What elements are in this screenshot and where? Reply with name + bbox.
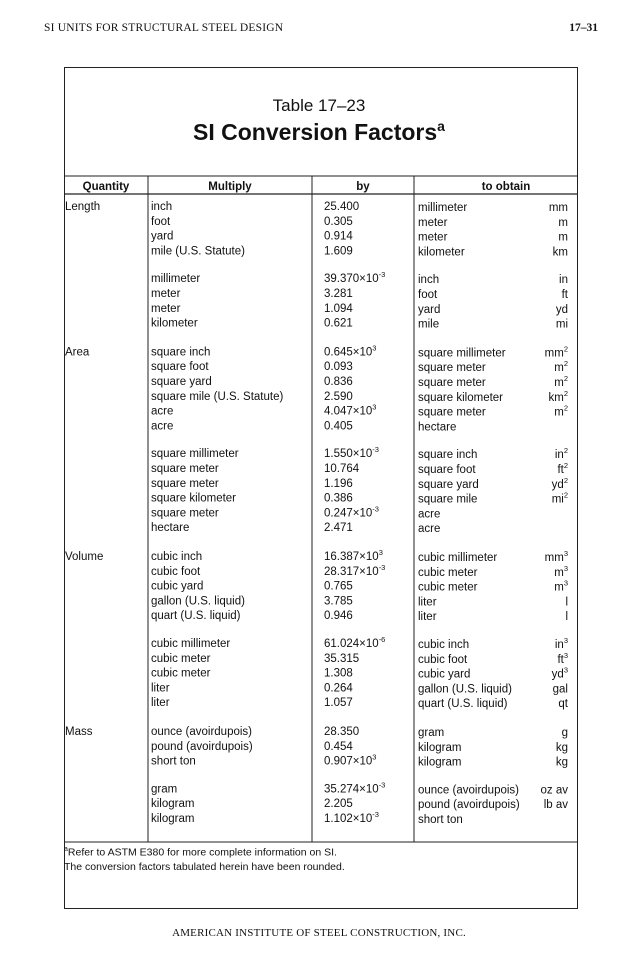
obtain-unit: square yard [418, 478, 479, 491]
factor-value: $4.047\times 10^3$ [324, 402, 377, 418]
obtain-symbol: l [565, 596, 568, 609]
factor-value: 0.765 [324, 580, 353, 593]
obtain-symbol: in [559, 274, 568, 287]
obtain-unit: cubic inch [418, 639, 470, 651]
multiply-unit: yard [151, 230, 174, 243]
obtain-symbol: $m^2$ [554, 403, 568, 419]
factor-value: $16.387\times 10^3$ [324, 548, 383, 563]
obtain-symbol: m [558, 216, 568, 229]
multiply-unit: kilometer [151, 317, 198, 330]
multiply-unit: meter [151, 288, 181, 300]
factor-value: 0.454 [324, 740, 353, 753]
obtain-unit: square millimeter [418, 347, 506, 360]
obtain-unit: cubic yard [418, 668, 471, 681]
title-footnote-marker: a [437, 118, 445, 134]
obtain-symbol: mi [555, 318, 568, 331]
multiply-unit: square meter [151, 507, 219, 520]
obtain-unit: square inch [418, 449, 478, 462]
column-header-multiply: Multiply [208, 181, 252, 193]
obtain-symbol: $m^2$ [554, 359, 568, 375]
obtain-unit: gallon (U.S. liquid) [418, 683, 512, 696]
footnote-a [64, 843, 345, 860]
factor-value: 3.785 [324, 595, 353, 608]
multiply-unit: kilogram [151, 798, 195, 811]
multiply-unit: cubic meter [151, 667, 211, 680]
footnotes [64, 843, 345, 874]
factor-value: $35.274\times 10^{-3}$ [324, 780, 386, 796]
footnote-a-marker: a [64, 846, 68, 853]
factor-value: $0.645\times 10^3$ [324, 343, 377, 359]
multiply-unit: pound (avoirdupois) [151, 740, 253, 753]
page-footer [0, 927, 638, 939]
factor-value: 0.405 [324, 420, 353, 433]
multiply-unit: short ton [151, 755, 196, 768]
obtain-unit: acre [418, 523, 441, 536]
obtain-symbol: $km^2$ [548, 388, 568, 404]
obtain-symbol: $in^3$ [554, 636, 568, 651]
multiply-unit: foot [151, 215, 171, 228]
obtain-symbol: km [552, 246, 568, 259]
obtain-symbol: gal [552, 683, 568, 696]
factor-value: $28.317\times 10^{-3}$ [324, 562, 386, 578]
factor-value: 2.471 [324, 522, 353, 535]
factor-value: 0.621 [324, 317, 353, 330]
obtain-unit: mile [418, 318, 440, 331]
column-header-by: by [356, 181, 370, 193]
obtain-unit: pound (avoirdupois) [418, 799, 520, 812]
obtain-symbol: kg [555, 741, 568, 754]
multiply-unit: liter [151, 682, 170, 695]
obtain-symbol: $m^3$ [554, 578, 568, 594]
table-title-text: SI Conversion Factors [193, 119, 438, 145]
footnote-b: The conversion factors tabulated herein have been rounded. [64, 860, 345, 873]
multiply-unit: mile (U.S. Statute) [151, 245, 245, 258]
obtain-unit: square meter [418, 406, 486, 419]
factor-value: 10.764 [324, 463, 360, 475]
multiply-unit: gram [151, 783, 178, 796]
obtain-unit: short ton [418, 814, 463, 826]
obtain-unit: ounce (avoirdupois) [418, 784, 520, 797]
quantity-label: Volume [65, 551, 104, 563]
footnote-a-text: Refer to ASTM E380 for more complete information on SI. [67, 846, 337, 859]
factor-value: 35.315 [324, 652, 360, 665]
multiply-unit: square inch [151, 346, 211, 359]
factor-value: $0.247\times 10^{-3}$ [324, 504, 379, 520]
multiply-unit: square mile (U.S. Statute) [151, 390, 284, 403]
factor-value: $1.102\times 10^{-3}$ [324, 810, 379, 825]
multiply-unit: cubic meter [151, 652, 211, 665]
obtain-unit: millimeter [418, 202, 468, 214]
obtain-symbol: $mi^2$ [551, 490, 568, 506]
multiply-unit: quart (U.S. liquid) [151, 610, 241, 623]
obtain-unit: cubic foot [418, 653, 468, 666]
multiply-unit: acre [151, 420, 174, 433]
multiply-unit: ounce (avoirdupois) [151, 726, 253, 738]
factor-value: 2.590 [324, 390, 353, 403]
obtain-symbol: $ft^2$ [557, 461, 568, 476]
running-head: SI UNITS FOR STRUCTURAL STEEL DESIGN [44, 22, 284, 34]
obtain-unit: kilogram [418, 756, 462, 769]
obtain-symbol: g [561, 727, 568, 739]
publisher-name: AMERICAN INSTITUTE OF STEEL CONSTRUCTION, INC. [172, 927, 466, 939]
table-number: Table 17–23 [272, 96, 366, 115]
factor-value: 0.946 [324, 610, 353, 623]
obtain-unit: square foot [418, 464, 476, 476]
obtain-unit: cubic millimeter [418, 552, 498, 564]
multiply-unit: inch [151, 201, 173, 213]
factor-value: $1.550\times 10^{-3}$ [324, 445, 379, 461]
obtain-unit: meter [418, 231, 448, 244]
factor-value: $39.370\times 10^{-3}$ [324, 270, 386, 286]
obtain-unit: meter [418, 216, 448, 229]
obtain-symbol: $mm^2$ [544, 344, 568, 360]
multiply-unit: kilogram [151, 813, 195, 825]
obtain-unit: liter [418, 596, 437, 609]
factor-value: 0.386 [324, 492, 353, 505]
quantity-label: Mass [65, 726, 93, 738]
multiply-unit: square meter [151, 477, 219, 490]
obtain-unit: square meter [418, 362, 486, 375]
obtain-unit: hectare [418, 421, 457, 434]
obtain-symbol: oz av [540, 784, 568, 797]
page-number: 17–31 [569, 22, 598, 34]
factor-value: 0.836 [324, 376, 353, 388]
multiply-unit: square yard [151, 376, 212, 388]
obtain-unit: quart (U.S. liquid) [418, 698, 508, 711]
obtain-unit: liter [418, 611, 437, 624]
factor-value: 0.093 [324, 361, 353, 374]
obtain-unit: kilogram [418, 741, 462, 754]
obtain-unit: square meter [418, 377, 486, 389]
obtain-unit: yard [418, 303, 441, 316]
obtain-symbol: $in^2$ [554, 446, 568, 462]
obtain-unit: gram [418, 727, 445, 739]
obtain-symbol: $m^3$ [554, 563, 568, 579]
multiply-unit: acre [151, 405, 174, 418]
multiply-unit: cubic yard [151, 580, 204, 593]
factor-value: 2.205 [324, 798, 353, 811]
factor-value: 25.400 [324, 201, 360, 213]
multiply-unit: square foot [151, 361, 209, 374]
multiply-unit: cubic foot [151, 565, 201, 578]
factor-value: 1.308 [324, 667, 353, 680]
multiply-unit: gallon (U.S. liquid) [151, 595, 245, 608]
multiply-unit: meter [151, 302, 181, 315]
obtain-symbol: m [558, 231, 568, 244]
multiply-unit: millimeter [151, 273, 201, 286]
factor-value: 3.281 [324, 288, 353, 300]
multiply-unit: hectare [151, 522, 190, 535]
quantity-label: Length [65, 201, 101, 213]
multiply-unit: cubic inch [151, 551, 203, 563]
obtain-symbol: qt [558, 698, 568, 711]
obtain-symbol: l [565, 611, 568, 624]
obtain-unit: acre [418, 508, 441, 521]
obtain-symbol: lb av [543, 799, 568, 812]
multiply-unit: cubic millimeter [151, 638, 231, 650]
obtain-unit: square mile [418, 493, 478, 506]
obtain-unit: inch [418, 274, 440, 287]
obtain-symbol: $yd^2$ [551, 475, 568, 491]
factor-value: 1.609 [324, 245, 353, 258]
factor-value: 0.914 [324, 230, 353, 243]
factor-value: 0.305 [324, 215, 353, 228]
obtain-unit: foot [418, 289, 438, 301]
factor-value: $0.907\times 10^3$ [324, 752, 377, 768]
multiply-unit: square kilometer [151, 492, 237, 505]
quantity-label: Area [65, 346, 90, 359]
multiply-unit: liter [151, 697, 170, 710]
obtain-symbol: yd [555, 303, 568, 316]
obtain-symbol: $ft^3$ [557, 650, 568, 666]
factor-value: 1.094 [324, 302, 353, 315]
multiply-unit: square millimeter [151, 448, 239, 461]
obtain-symbol: kg [555, 756, 568, 769]
obtain-symbol: $yd^3$ [551, 665, 568, 681]
factor-value: 1.057 [324, 697, 353, 710]
obtain-symbol: mm [548, 202, 568, 214]
multiply-unit: square meter [151, 463, 219, 475]
factor-value: $61.024\times 10^{-6}$ [324, 635, 386, 650]
factor-value: 0.264 [324, 682, 353, 695]
factor-value: 28.350 [324, 726, 360, 738]
obtain-unit: cubic meter [418, 566, 478, 579]
obtain-unit: square kilometer [418, 391, 504, 404]
obtain-unit: kilometer [418, 246, 465, 259]
column-header-quantity: Quantity [82, 181, 130, 193]
column-header-to-obtain: to obtain [481, 181, 531, 193]
obtain-symbol: ft [561, 289, 568, 301]
factor-value: 1.196 [324, 477, 353, 490]
obtain-symbol: $mm^3$ [544, 549, 568, 564]
obtain-symbol: $m^2$ [554, 374, 568, 389]
obtain-unit: cubic meter [418, 581, 478, 594]
